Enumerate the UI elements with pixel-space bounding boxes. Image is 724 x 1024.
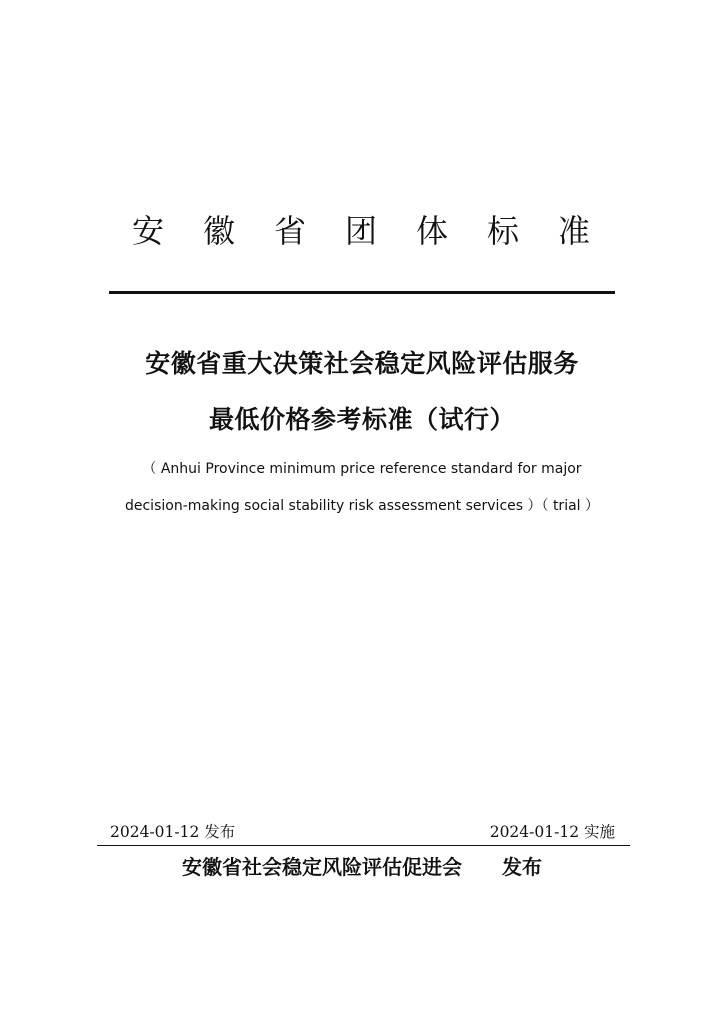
document-title-line-2: 最低价格参考标准（试行） <box>208 405 515 434</box>
header-char: 徽 <box>203 212 236 250</box>
header-char: 安 <box>132 212 165 250</box>
effective-date: 2024-01-12 实施 <box>489 823 615 841</box>
publisher-line <box>0 851 724 880</box>
header-char: 标 <box>487 212 520 250</box>
top-divider <box>109 291 615 294</box>
document-title-line-1: 安徽省重大决策社会稳定风险评估服务 <box>145 349 579 378</box>
publish-action: 发布 <box>502 855 542 879</box>
header-char: 体 <box>416 212 449 250</box>
bottom-divider <box>97 845 630 846</box>
header-char: 省 <box>274 212 307 250</box>
publisher-name: 安徽省社会稳定风险评估促进会 <box>182 855 462 879</box>
header-char: 准 <box>558 212 591 250</box>
issue-date: 2024-01-12 发布 <box>110 823 236 841</box>
header-char: 团 <box>345 212 378 250</box>
english-title-line-1: （ Anhui Province minimum price reference standard for major <box>142 461 582 477</box>
standard-category-title <box>0 208 724 254</box>
english-title-line-2: decision-making social stability risk assessment services ）（ trial ） <box>124 498 600 514</box>
